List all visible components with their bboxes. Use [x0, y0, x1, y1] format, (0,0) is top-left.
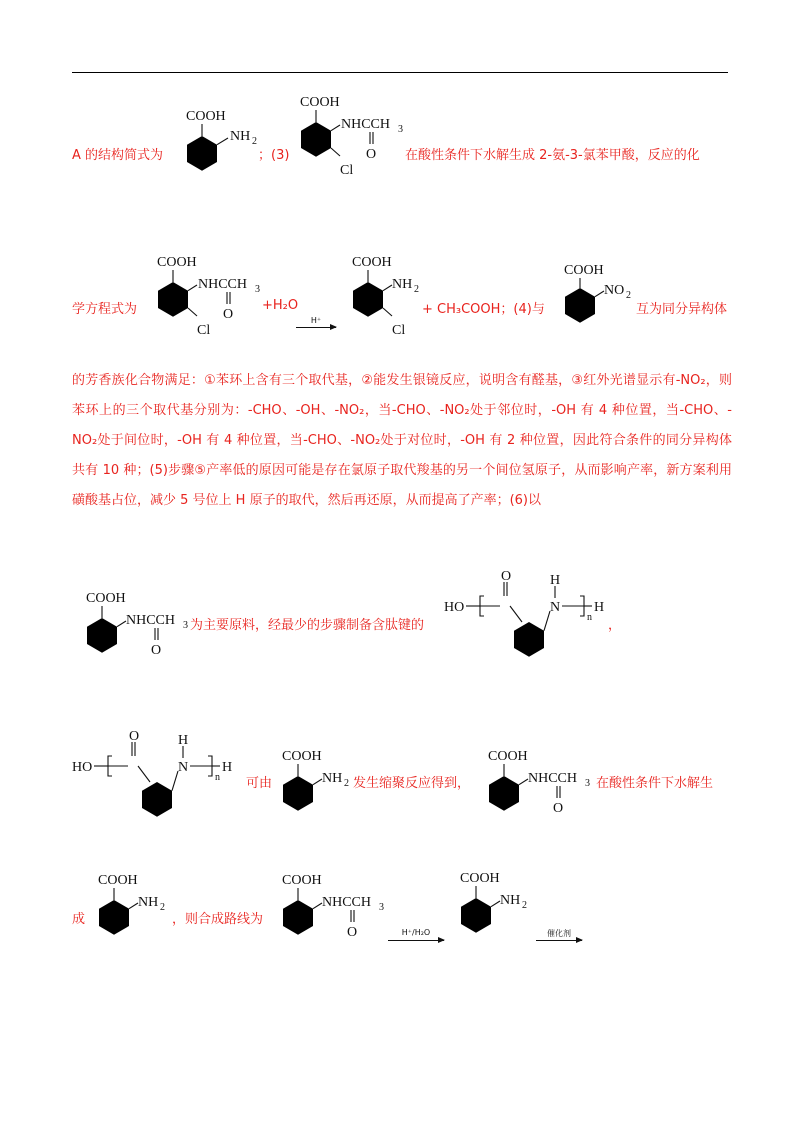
svg-text:NHCCH: NHCCH: [528, 771, 578, 786]
svg-text:COOH: COOH: [98, 873, 138, 888]
anthranilic-acid-structure-1: [172, 104, 262, 184]
acetamido-benzoic-acid-structure-1: [72, 584, 202, 684]
svg-text:O: O: [347, 925, 358, 940]
svg-text:NH: NH: [230, 129, 251, 144]
svg-text:2: 2: [522, 900, 527, 911]
svg-text:N: N: [178, 760, 189, 775]
line1-text: 在酸性条件下水解生成 2-氨-3-氯苯甲酸，反应的化: [405, 148, 700, 163]
svg-text:H: H: [594, 600, 605, 615]
svg-text:HO: HO: [444, 600, 465, 615]
svg-text:3: 3: [585, 778, 590, 789]
acetamido-chlorobenzoic-acid-structure: [280, 88, 410, 188]
svg-text:H: H: [550, 573, 561, 588]
svg-text:NHCCH: NHCCH: [198, 277, 248, 292]
svg-text:HO: HO: [72, 760, 93, 775]
svg-text:COOH: COOH: [157, 255, 197, 270]
line5-text: ，则合成路线为: [172, 912, 264, 927]
svg-text:NHCCH: NHCCH: [126, 613, 176, 628]
svg-text:2: 2: [344, 778, 349, 789]
svg-text:NH: NH: [392, 277, 413, 292]
synthesis-arrow-2: [536, 940, 582, 941]
svg-text:COOH: COOH: [86, 591, 126, 606]
line2-plus-acetic: + CH₃COOH；(4)与: [422, 302, 545, 317]
svg-text:COOH: COOH: [352, 255, 392, 270]
svg-text:Cl: Cl: [197, 323, 211, 338]
svg-text:O: O: [501, 569, 512, 584]
svg-text:COOH: COOH: [300, 95, 340, 110]
svg-text:NHCCH: NHCCH: [322, 895, 372, 910]
svg-text:COOH: COOH: [186, 109, 226, 124]
svg-text:3: 3: [398, 124, 403, 135]
line5-prefix: 成: [72, 912, 86, 927]
synthesis-arrow-2-label: 催化剂: [547, 929, 571, 938]
line4-text3: 在酸性条件下水解生: [596, 776, 714, 791]
svg-text:NH: NH: [322, 771, 343, 786]
synthesis-arrow-1: [388, 940, 444, 941]
svg-text:O: O: [129, 729, 140, 744]
svg-text:Cl: Cl: [340, 163, 354, 178]
product-structure: [330, 248, 420, 348]
svg-text:2: 2: [414, 284, 419, 295]
svg-text:COOH: COOH: [488, 749, 528, 764]
line2-suffix: 互为同分异构体: [636, 302, 728, 317]
synthesis-arrow-1-label: H⁺/H₂O: [401, 928, 431, 937]
svg-text:NH: NH: [500, 893, 521, 908]
svg-text:NO: NO: [604, 283, 625, 298]
svg-text:2: 2: [626, 290, 631, 301]
svg-text:O: O: [366, 147, 377, 162]
line2-plus-water: +H₂O: [262, 298, 299, 313]
header-rule: [72, 72, 728, 73]
svg-text:3: 3: [379, 902, 384, 913]
reaction-arrow-label: H⁺: [310, 316, 322, 325]
svg-text:2: 2: [252, 136, 257, 147]
svg-text:O: O: [223, 307, 234, 322]
svg-text:NHCCH: NHCCH: [341, 117, 391, 132]
svg-text:O: O: [553, 801, 564, 816]
svg-text:3: 3: [255, 284, 260, 295]
polyamide-structure-1: [444, 566, 614, 666]
line2-prefix: 学方程式为: [72, 302, 138, 317]
explanation-paragraph: 的芳香族化合物满足：①苯环上含有三个取代基，②能发生银镜反应，说明含有醛基，③红外光谱显示有-NO₂，则苯环上的三个取代基分别为：-CHO、-OH、-NO₂，当-CHO、-NO₂处于邻位时，-OH 有 4 种位置，当-CHO、-NO₂处于间位时，-OH 有 4 种位置，当-CHO、-NO₂处于对位时，-OH 有 2 种位置，因此符合条件的同分异构体共有 10 种；(5)步骤⑤产率低的原因可能是存在氯原子取代羧基的另一个间位氢原子，从而影响产率，新方案利用磺酸基占位，减少 5 号位上 H 原子的取代，然后再还原，从而提高了产率；(6)以: [72, 373, 732, 508]
line4-text2: 发生缩聚反应得到，: [353, 776, 471, 791]
svg-text:NH: NH: [138, 895, 159, 910]
line4-text1: 可由: [246, 776, 273, 791]
svg-text:3: 3: [183, 620, 188, 631]
line1-prefix: A 的结构简式为: [72, 148, 164, 163]
svg-text:COOH: COOH: [282, 749, 322, 764]
svg-text:n: n: [215, 772, 220, 783]
svg-text:2: 2: [160, 902, 165, 913]
line1-sep: ；(3): [258, 148, 290, 163]
svg-text:N: N: [550, 600, 561, 615]
svg-text:H: H: [178, 733, 189, 748]
reactant-structure: [145, 248, 275, 348]
polyamide-structure-2: [72, 726, 242, 826]
svg-text:H: H: [222, 760, 233, 775]
acetamido-benzoic-acid-structure-3: [268, 866, 398, 966]
line3-comma: ，: [608, 618, 622, 633]
nitro-benzoic-acid-structure: [552, 256, 642, 336]
svg-text:n: n: [587, 612, 592, 623]
anthranilic-acid-structure-4: [446, 866, 546, 946]
svg-text:O: O: [151, 643, 162, 658]
svg-text:Cl: Cl: [392, 323, 406, 338]
svg-text:COOH: COOH: [564, 263, 604, 278]
svg-text:COOH: COOH: [460, 871, 500, 886]
acetamido-benzoic-acid-structure-2: [474, 742, 604, 842]
anthranilic-acid-structure-3: [84, 868, 184, 948]
svg-text:COOH: COOH: [282, 873, 322, 888]
line3-text: 为主要原料，经最少的步骤制备含肽键的: [190, 618, 425, 633]
